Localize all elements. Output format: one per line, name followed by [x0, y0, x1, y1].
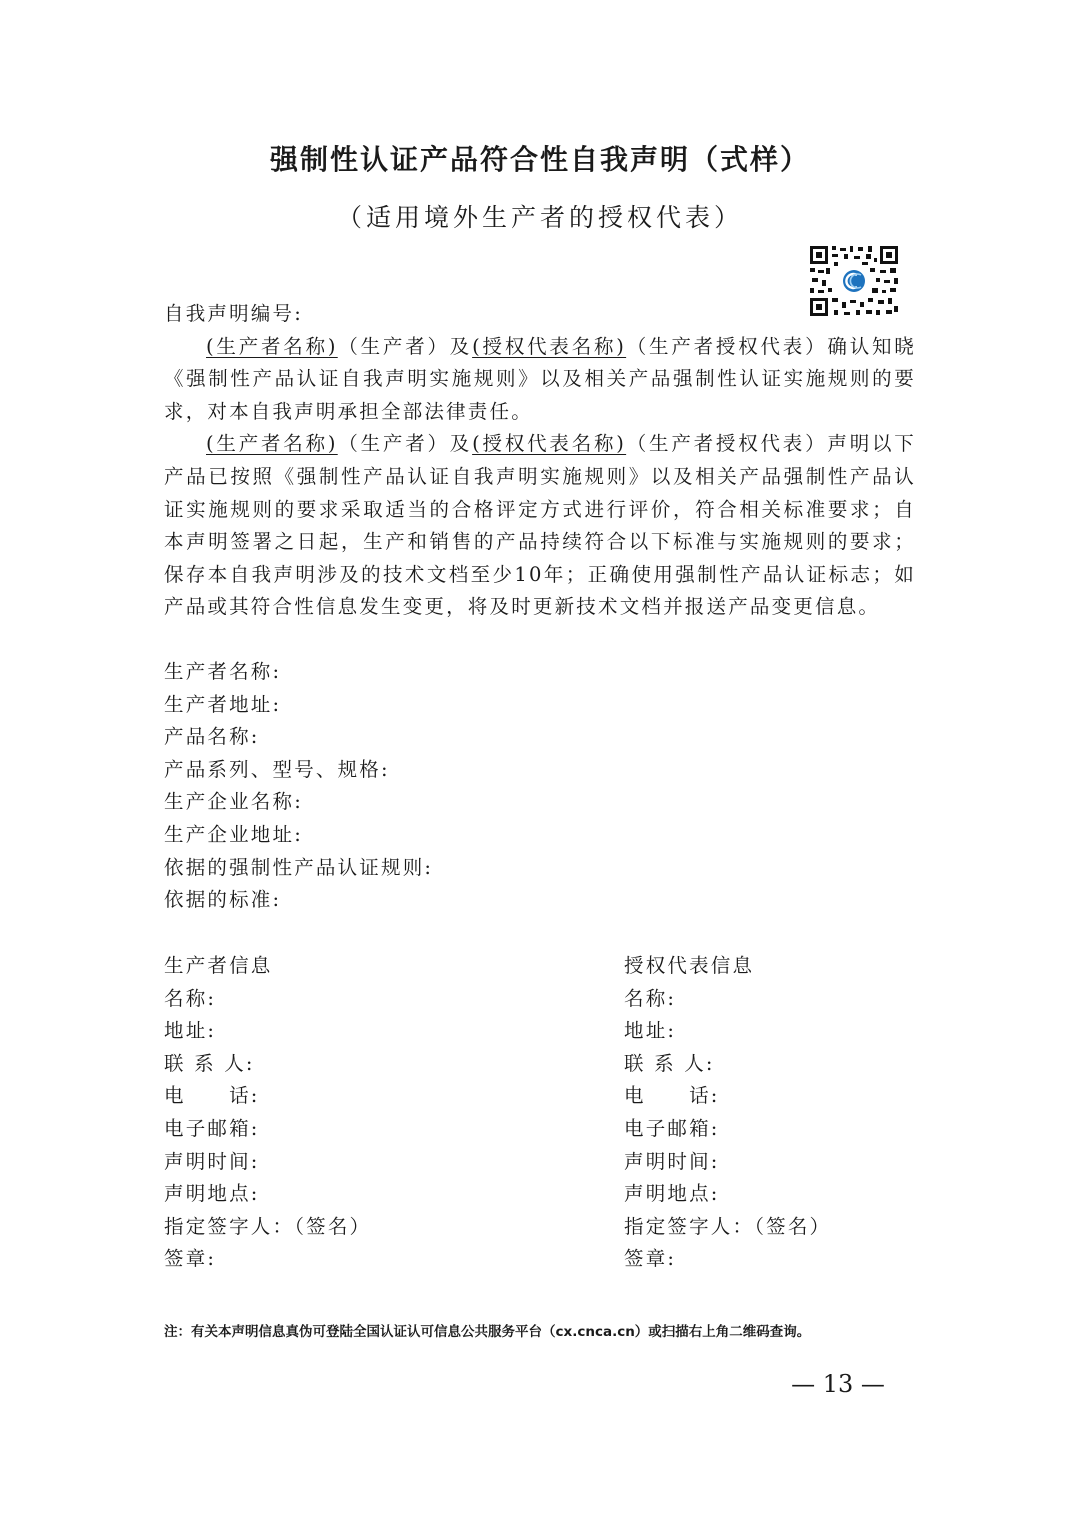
producer-name-placeholder: (生产者名称) — [206, 432, 338, 456]
paragraph-declaration — [164, 428, 916, 624]
page-subtitle: （适用境外生产者的授权代表） — [336, 203, 743, 232]
rep-info-place: 声明地点: — [624, 1182, 720, 1206]
producer-info-signatory: 指定签字人：（签名） — [164, 1214, 372, 1238]
paragraph-acknowledgement — [164, 331, 916, 429]
page-title: 强制性认证产品符合性自我声明（式样） — [269, 143, 810, 176]
producer-info-date: 声明时间: — [164, 1149, 260, 1173]
field-standards: 依据的标准: — [164, 888, 282, 912]
field-producer-name: 生产者名称: — [164, 660, 282, 683]
field-certification-rules: 依据的强制性产品认证规则: — [164, 855, 434, 879]
rep-info-phone: 电 话: — [624, 1084, 720, 1108]
declaration-text: （生产者授权代表）声明以下产品已按照《强制性产品认证自我声明实施规则》以及相关产品强制性产品认证实施规则的要求采取适当的合格评定方式进行评价，符合相关标准要求；自本声明签署之日起，生产和销售的产品持续符合以下标准与实施规则的要求；保存本自我声明涉及的技术文档至少10年；正确使用强制性产品认证标志；如产品或其符合性信息发生变更，将及时更新技术文档并报送产品变更信息。 — [164, 432, 916, 619]
producer-info-contact: 联 系 人: — [164, 1051, 255, 1075]
producer-info-heading: 生产者信息 — [164, 954, 273, 977]
rep-info-name: 名称: — [624, 986, 677, 1010]
producer-role-text: （生产者）及 — [337, 334, 473, 358]
rep-info-section — [624, 950, 924, 1276]
producer-info-place: 声明地点: — [164, 1182, 260, 1206]
page-number: — 13 — — [791, 1370, 885, 1398]
producer-info-address: 地址: — [164, 1019, 217, 1043]
field-product-model: 产品系列、型号、规格: — [164, 757, 390, 781]
declaration-body — [164, 298, 916, 624]
field-producer-address: 生产者地址: — [164, 692, 282, 716]
field-product-name: 产品名称: — [164, 725, 260, 749]
rep-info-contact: 联 系 人: — [624, 1051, 715, 1075]
producer-name-placeholder: (生产者名称) — [206, 334, 338, 358]
acknowledgement-text: （生产者授权代表）确认知晓《强制性产品认证自我声明实施规则》以及相关产品强制性认证实施规则的要求，对本自我声明承担全部法律责任。 — [164, 334, 916, 423]
producer-role-text: （生产者）及 — [337, 432, 473, 456]
footnote: 注：有关本声明信息真伪可登陆全国认证认可信息公共服务平台（cx.cnca.cn）或扫描右上角二维码查询。 — [164, 1324, 811, 1340]
field-manufacturer-name: 生产企业名称: — [164, 790, 303, 814]
rep-info-seal: 签章: — [624, 1247, 677, 1271]
declaration-number-label: 自我声明编号: — [164, 302, 303, 325]
producer-info-email: 电子邮箱: — [164, 1116, 260, 1140]
rep-info-email: 电子邮箱: — [624, 1116, 720, 1140]
rep-info-date: 声明时间: — [624, 1149, 720, 1173]
rep-name-placeholder: (授权代表名称) — [472, 432, 627, 456]
rep-info-signatory: 指定签字人：（签名） — [624, 1214, 832, 1238]
producer-info-seal: 签章: — [164, 1247, 217, 1271]
producer-info-section — [164, 950, 584, 1276]
rep-info-address: 地址: — [624, 1019, 677, 1043]
rep-name-placeholder: (授权代表名称) — [472, 334, 627, 358]
producer-info-phone: 电 话: — [164, 1084, 260, 1108]
product-fields — [164, 656, 916, 917]
producer-info-name: 名称: — [164, 986, 217, 1010]
field-manufacturer-address: 生产企业地址: — [164, 822, 303, 846]
rep-info-heading: 授权代表信息 — [624, 954, 755, 977]
